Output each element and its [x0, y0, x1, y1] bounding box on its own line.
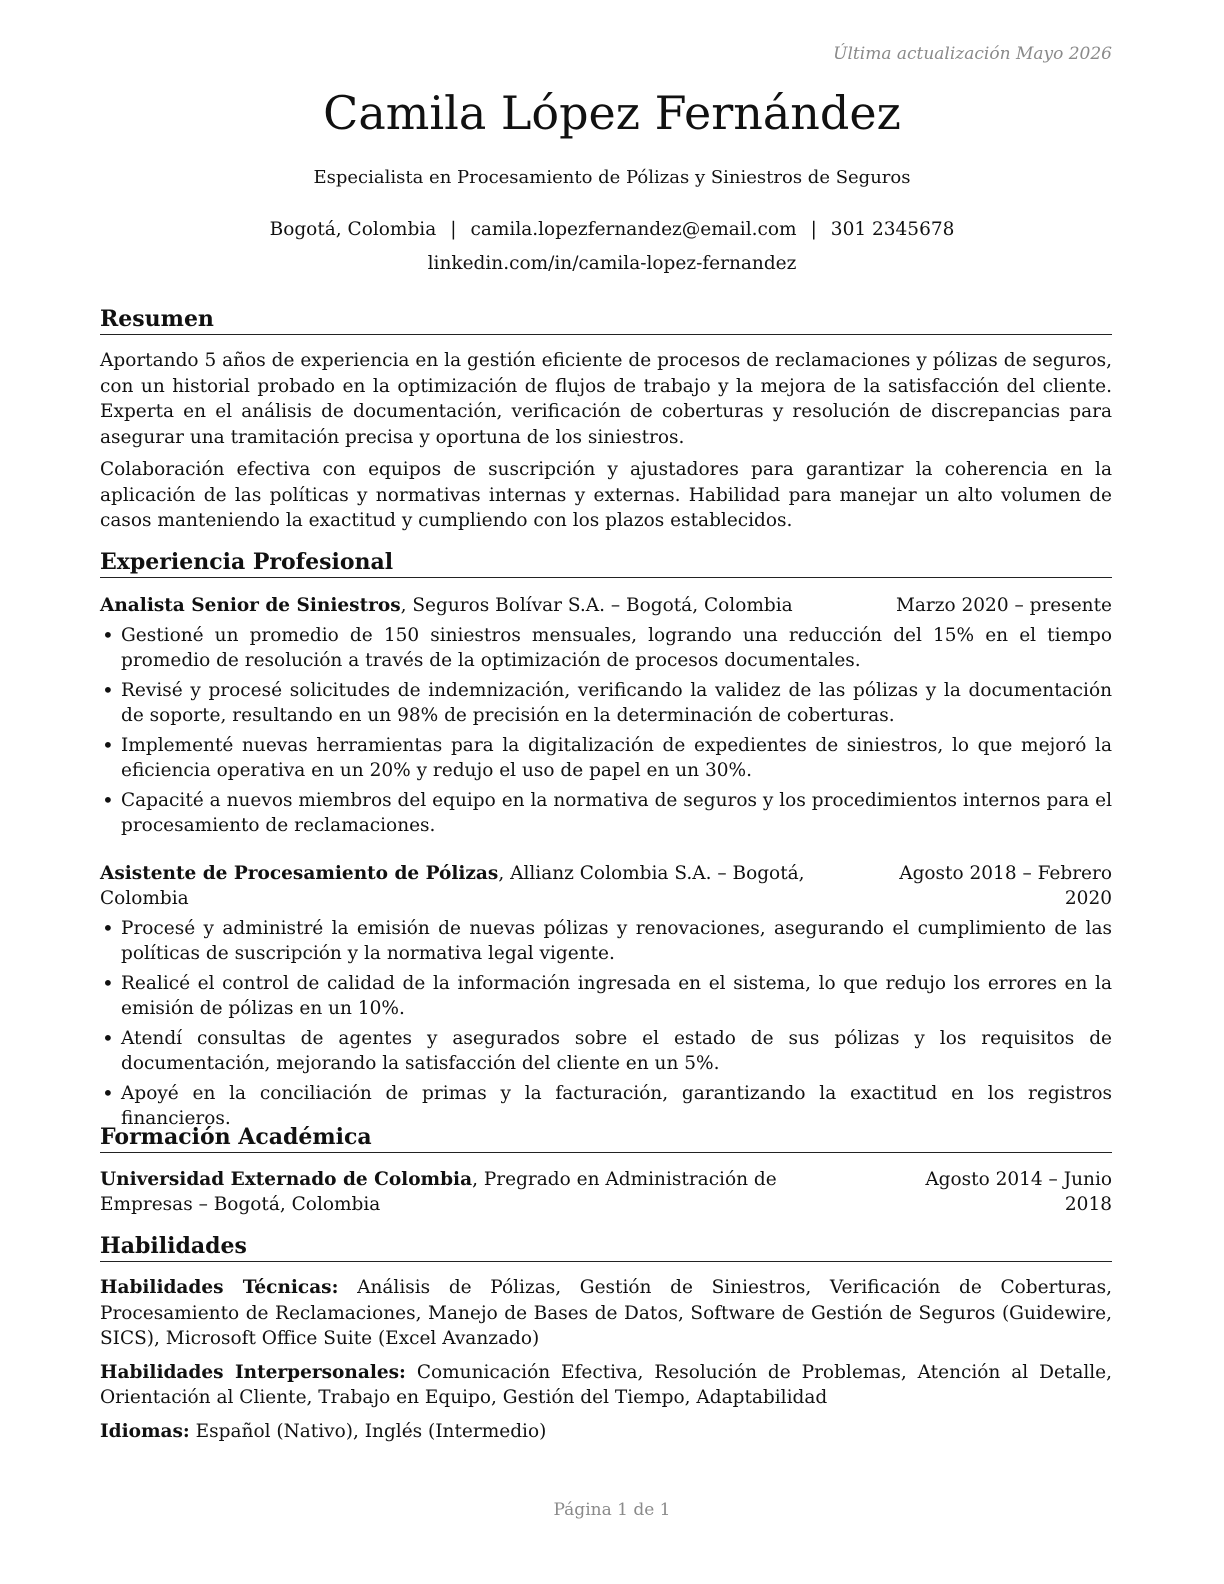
languages-text: Español (Nativo), Inglés (Intermedio) — [195, 1420, 547, 1442]
list-item: • Implementé nuevas herramientas para la digitalización de expedientes de siniestros, lo que mejoró la eficiencia operativa en un 20% y redujo el uso de papel en un 30%. — [100, 733, 1112, 783]
summary-paragraph: Aportando 5 años de experiencia en la gestión eficiente de procesos de reclamaciones y pólizas de seguros, con un historial probado en la optimización de flujos de trabajo y la mejora de la satisfacción del cliente. Experta en el análisis de documentación, verificación de coberturas y resolución de discrepancias para asegurar una tramitación precisa y oportuna de los siniestros. — [100, 350, 1112, 448]
section-title-education: Formación Académica — [100, 1124, 1112, 1153]
job-header — [100, 593, 1112, 618]
interpersonal-skills-label: Habilidades Interpersonales: — [100, 1361, 406, 1383]
last-updated: Última actualización Mayo 2026 — [833, 44, 1112, 64]
education-section — [100, 1124, 1112, 1217]
phone: 301 2345678 — [830, 219, 955, 240]
job-company: , Allianz Colombia S.A. – Bogotá, Colombia — [100, 863, 805, 909]
skills-section — [100, 1233, 1112, 1444]
job-header — [100, 861, 1112, 911]
list-item: • Procesé y administré la emisión de nuevas pólizas y renovaciones, asegurando el cumplimiento de las políticas de suscripción y la normativa legal vigente. — [100, 916, 1112, 966]
summary-paragraph: Colaboración efectiva con equipos de suscripción y ajustadores para garantizar la coherencia en la aplicación de las políticas y normativas internas y externas. Habilidad para manejar un alto volumen de casos manteniendo la exactitud y cumpliendo con los plazos establecidos. — [100, 459, 1112, 531]
email-link[interactable]: camila.lopezfernandez@email.com — [470, 219, 797, 240]
job-role: Analista Senior de Siniestros — [100, 595, 401, 616]
degree: , Pregrado en Administración de Empresas – Bogotá, Colombia — [100, 1169, 777, 1215]
technical-skills-label: Habilidades Técnicas: — [100, 1277, 339, 1298]
summary-section — [100, 306, 1112, 534]
job-company: , Seguros Bolívar S.A. – Bogotá, Colombia — [400, 595, 793, 616]
job-bullets — [100, 623, 1112, 838]
technical-skills — [100, 1275, 1112, 1352]
job-role: Asistente de Procesamiento de Pólizas — [100, 863, 499, 884]
list-item: • Apoyé en la conciliación de primas y la facturación, garantizando la exactitud en los registros financieros. — [100, 1081, 1112, 1131]
experience-section — [100, 549, 1112, 1131]
education-entry — [100, 1167, 1112, 1217]
section-title-skills: Habilidades — [100, 1233, 1112, 1262]
separator: | — [810, 219, 817, 240]
list-item: • Revisé y procesé solicitudes de indemnización, verificando la validez de las pólizas y la documentación de soporte, resultando en un 98% de precisión en la determinación de coberturas. — [100, 678, 1112, 728]
contact-line — [0, 219, 1224, 240]
section-title-summary: Resumen — [100, 306, 1112, 335]
linkedin-link[interactable]: linkedin.com/in/camila-lopez-fernandez — [427, 253, 797, 274]
interpersonal-skills-text: Comunicación Efectiva, Resolución de Problemas, Atención al Detalle, Orientación al Cliente, Trabajo en Equipo, Gestión del Tiempo, Adaptabilidad — [100, 1361, 1113, 1408]
job-dates: Marzo 2020 – presente — [895, 595, 1112, 616]
interpersonal-skills — [100, 1360, 1112, 1411]
page-number: Página 1 de 1 — [553, 1500, 671, 1520]
list-item: • Gestioné un promedio de 150 siniestros mensuales, logrando una reducción del 15% en el tiempo promedio de resolución a través de la optimización de procesos documentales. — [100, 623, 1112, 673]
separator: | — [450, 219, 457, 240]
languages — [100, 1419, 1112, 1445]
technical-skills-text: Análisis de Pólizas, Gestión de Siniestros, Verificación de Coberturas, Procesamiento de Reclamaciones, Manejo de Bases de Datos, Software de Gestión de Seguros (Guidewire, SICS), Microsoft Office Suite (Excel Avanzado) — [100, 1277, 1112, 1349]
section-title-experience: Experiencia Profesional — [100, 549, 1112, 578]
job-bullets — [100, 916, 1112, 1131]
job-dates: Agosto 2018 – Febrero 2020 — [899, 863, 1112, 909]
candidate-name: Camila López Fernández — [323, 86, 901, 140]
education-dates: Agosto 2014 – Junio 2018 — [925, 1169, 1112, 1215]
list-item: • Atendí consultas de agentes y asegurados sobre el estado de sus pólizas y los requisitos de documentación, mejorando la satisfacción del cliente en un 5%. — [100, 1026, 1112, 1076]
list-item: • Realicé el control de calidad de la información ingresada en el sistema, lo que redujo los errores en la emisión de pólizas en un 10%. — [100, 971, 1112, 1021]
headline: Especialista en Procesamiento de Pólizas y Siniestros de Seguros — [313, 167, 911, 188]
languages-label: Idiomas: — [100, 1420, 190, 1442]
list-item: • Capacité a nuevos miembros del equipo en la normativa de seguros y los procedimientos internos para el procesamiento de reclamaciones. — [100, 788, 1112, 838]
institution: Universidad Externado de Colombia — [100, 1169, 473, 1190]
location: Bogotá, Colombia — [269, 219, 437, 240]
